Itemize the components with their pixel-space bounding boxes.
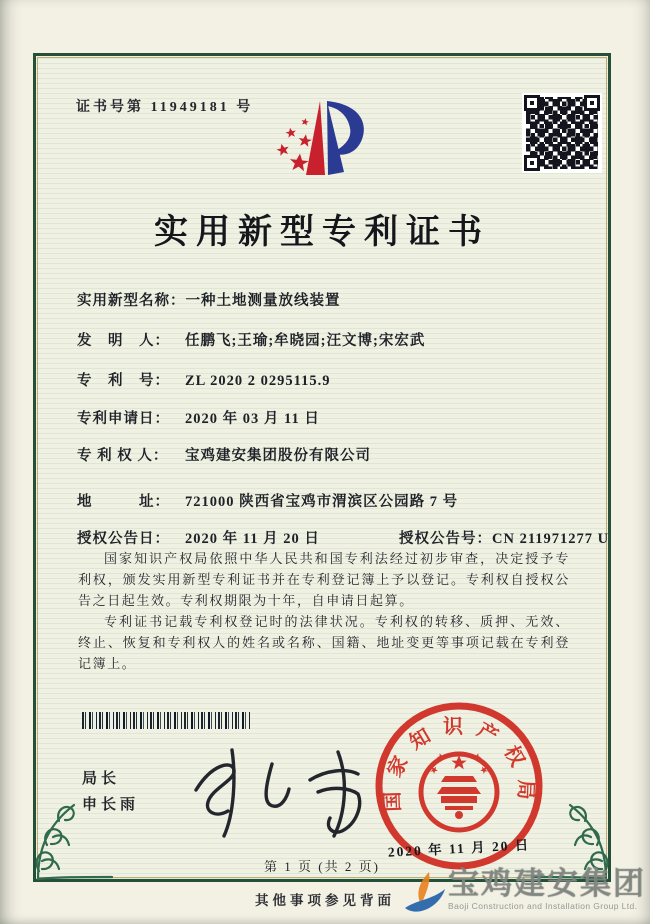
field-row-patentee — [77, 444, 371, 465]
certificate-body — [78, 548, 570, 674]
field-row-inventors — [77, 329, 425, 350]
qr-code — [522, 93, 602, 173]
certificate-number: 证书号第 11949181 号 — [76, 100, 254, 115]
certificate-frame — [33, 53, 611, 882]
page-indicator: 第 1 页 (共 2 页) — [264, 859, 380, 874]
seal-text: 国家知识产权局 — [381, 716, 537, 812]
corner-ornament-left-icon — [32, 797, 118, 883]
certificate-title: 实用新型专利证书 — [154, 214, 490, 251]
field-label: 专 利 号： — [77, 373, 170, 389]
field-grant-number — [399, 527, 609, 548]
body-paragraph: 专利证书记载专利权登记时的法律状况。专利权的转移、质押、无效、终止、恢复和专利权人的姓名或名称、国籍、地址变更等事项记载在专利登记簿上。 — [78, 614, 570, 671]
field-value: 任鹏飞;王瑜;牟晓园;汪文博;宋宏武 — [185, 333, 426, 349]
field-label: 授权公告日： — [77, 531, 170, 547]
company-name-en: Baoji Construction and Installation Group Ltd. — [448, 901, 638, 911]
field-value: 一种土地测量放线装置 — [185, 293, 341, 309]
field-value: CN 211971277 U — [492, 531, 610, 547]
field-value: 宝鸡建安集团股份有限公司 — [185, 448, 371, 464]
body-paragraph: 国家知识产权局依照中华人民共和国专利法经过初步审查，决定授予专利权，颁发实用新型专利证书并在专利登记簿上予以登记。专利权自授权公告之日起生效。专利权期限为十年，自申请日起算。 — [78, 551, 570, 608]
field-label: 地 址： — [77, 494, 170, 510]
field-row-patent-no — [77, 369, 331, 390]
back-note: 其他事项参见背面 — [255, 893, 395, 908]
qr-finder-icon — [524, 155, 540, 171]
seal-date: 2020 年 11 月 20 日 — [387, 837, 531, 860]
director-label: 局长 — [82, 771, 121, 787]
field-row-name — [77, 289, 341, 310]
company-text-block — [448, 868, 646, 911]
field-label: 实用新型名称： — [77, 293, 186, 309]
field-value: 2020 年 03 月 11 日 — [185, 411, 320, 427]
field-row-filing-date — [77, 407, 320, 428]
qr-finder-icon — [584, 95, 600, 111]
cnipa-logo-icon — [269, 94, 396, 202]
field-value: 2020 年 11 月 20 日 — [185, 531, 320, 547]
barcode — [82, 712, 250, 729]
field-label: 授权公告号： — [399, 531, 492, 547]
director-signature — [178, 736, 396, 854]
company-name: 宝鸡建安集团 — [448, 866, 646, 901]
field-row-grant — [77, 527, 610, 548]
director-name: 申长雨 — [82, 797, 140, 813]
field-label: 发 明 人： — [77, 333, 170, 349]
company-watermark — [402, 868, 646, 920]
field-value: 721000 陕西省宝鸡市渭滨区公园路 7 号 — [185, 494, 459, 510]
field-label: 专利申请日： — [77, 411, 170, 427]
field-label: 专 利 权 人： — [77, 448, 169, 464]
field-row-address — [77, 490, 458, 511]
field-value: ZL 2020 2 0295115.9 — [185, 373, 331, 389]
company-logo-icon — [402, 870, 448, 920]
official-seal — [372, 699, 546, 873]
qr-finder-icon — [524, 95, 540, 111]
